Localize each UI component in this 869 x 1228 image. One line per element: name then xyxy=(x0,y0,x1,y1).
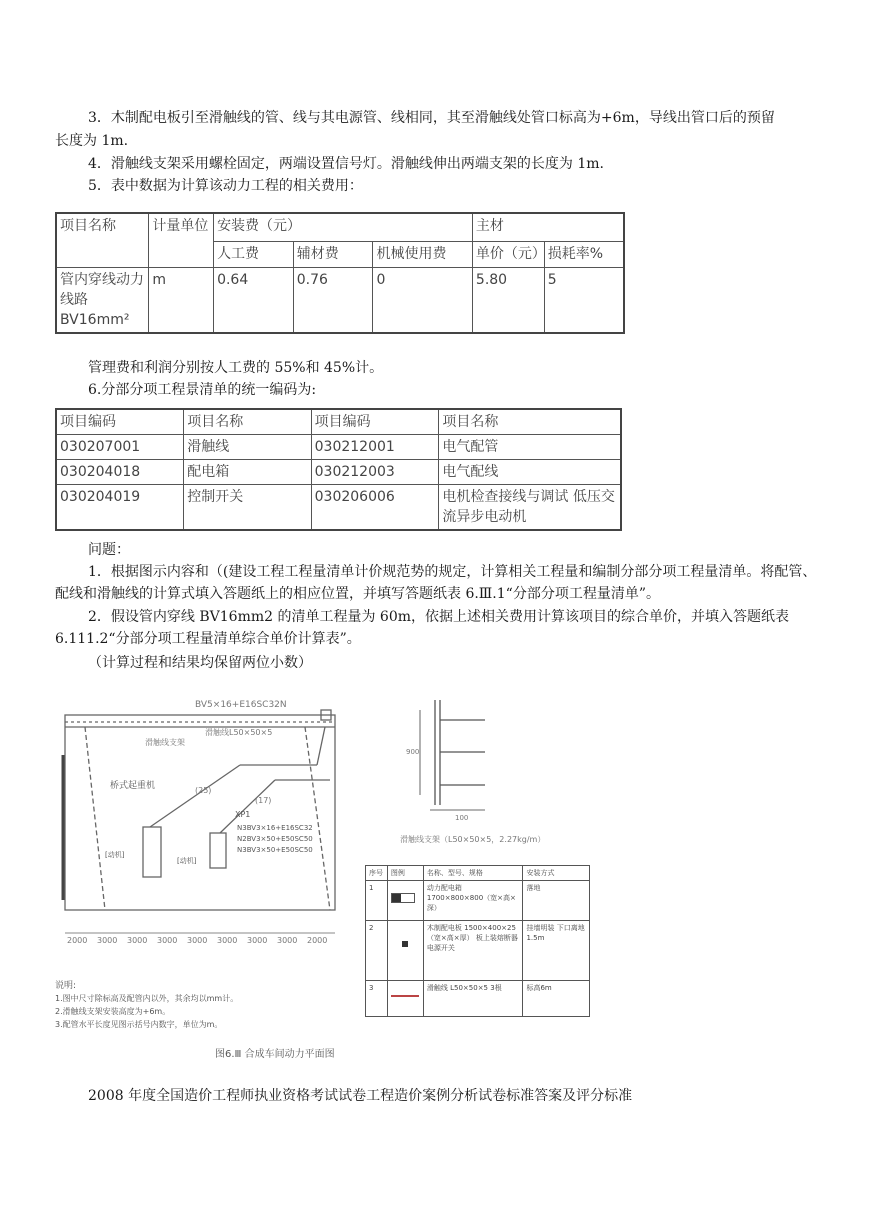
code-header: 项目名称 xyxy=(439,409,621,435)
table-cell: 030206006 xyxy=(311,485,439,531)
dim-label: 3000 xyxy=(247,936,268,945)
dim-label: 3000 xyxy=(127,936,148,945)
rail-label-2: 滑触线L50×50×5 xyxy=(205,728,273,737)
dim-label: 3000 xyxy=(97,936,118,945)
feeder-1: N3BV3×16+E16SC32 xyxy=(237,824,313,832)
legend-cell: 动力配电箱 1700×800×800（宽×高×深） xyxy=(423,881,523,921)
cell-price: 5.80 xyxy=(472,267,544,333)
dim-label: 3000 xyxy=(217,936,238,945)
header-labor: 人工费 xyxy=(214,241,294,267)
bracket-dim-w: 100 xyxy=(455,814,469,822)
bracket-dim-h: 900 xyxy=(406,748,420,756)
legend-symbol-board xyxy=(387,921,423,981)
figure-caption: 图6.Ⅲ 合成车间动力平面图 xyxy=(215,1049,335,1060)
table-cell: 电气配管 xyxy=(439,435,621,460)
paragraph-6: 6.分部分项工程景清单的统一编码为: xyxy=(88,382,317,398)
legend-cell: 滑触线 L50×50×5 3根 xyxy=(423,981,523,1017)
table-cell: 030207001 xyxy=(56,435,184,460)
header-main-material: 主材 xyxy=(472,213,624,241)
cell-item-name: 管内穿线动力线路 BV16mm² xyxy=(56,267,149,333)
code-header: 项目编码 xyxy=(56,409,184,435)
question-1: 1．根据图示内容和（(建设工程工程量清单计价规范势的规定，计算相关工程量和编制分部分项工程量清单。将配管、配线和滑触线的计算式填入答题纸上的相应位置，并填写答题纸表 6.Ⅲ.1“分部分项工程量清单”。 xyxy=(55,564,817,602)
management-fee-text: 管理费和利润分别按人工费的 55%和 45%计。 xyxy=(88,360,384,376)
dim-label: 3000 xyxy=(187,936,208,945)
paragraph-3-line1: 3．木制配电板引至滑触线的管、线与其电源管、线相同，其至滑触线处管口标高为+6m，导线出管口后的预留 xyxy=(88,110,775,126)
pipe-label-17: (17) xyxy=(255,796,272,805)
legend-symbol-rail xyxy=(387,981,423,1017)
code-header: 项目编码 xyxy=(311,409,439,435)
legend-cell: 1 xyxy=(366,881,388,921)
legend-header: 图例 xyxy=(387,866,423,881)
note-3: 3.配管水平长度见图示括号内数字，单位为m。 xyxy=(55,1020,223,1029)
legend-cell: 木制配电板 1500×400×25（宽×高×厚） 板上装熔断器 电源开关 xyxy=(423,921,523,981)
table-cell: 控制开关 xyxy=(184,485,311,531)
legend-cell: 标高6m xyxy=(523,981,590,1017)
bracket-detail xyxy=(400,690,600,850)
cell-machine: 0 xyxy=(373,267,472,333)
dim-label: 2000 xyxy=(307,936,328,945)
motor-box-1 xyxy=(143,827,161,877)
table-cell: 030212001 xyxy=(311,435,439,460)
table-row xyxy=(56,460,621,485)
legend-row xyxy=(366,881,590,921)
bracket-caption: 滑触线支架（L50×50×5，2.27kg/m） xyxy=(400,835,546,844)
header-install-fee: 安装费（元） xyxy=(214,213,473,241)
legend-cell: 3 xyxy=(366,981,388,1017)
header-unit-price: 单价（元） xyxy=(472,241,544,267)
legend-header: 安装方式 xyxy=(523,866,590,881)
legend-cell: 2 xyxy=(366,921,388,981)
table-row xyxy=(56,485,621,531)
table-cell: 030212003 xyxy=(311,460,439,485)
box-label: XP1 xyxy=(235,810,251,819)
code-table xyxy=(55,408,622,531)
table-cell: 电机检查接线与调试 低压交流异步电动机 xyxy=(439,485,621,531)
questions-title: 问题： xyxy=(88,542,130,558)
table-row xyxy=(56,435,621,460)
dim-label: 2000 xyxy=(67,936,88,945)
table-cell: 电气配线 xyxy=(439,460,621,485)
note-1: 1.图中尺寸除标高及配管内以外，其余均以mm计。 xyxy=(55,994,239,1003)
feeder-2: N2BV3×50+E50SC50 xyxy=(237,835,313,843)
legend-header: 序号 xyxy=(366,866,388,881)
legend-symbol-box xyxy=(387,881,423,921)
paragraph-3-line2: 长度为 1m. xyxy=(55,133,129,149)
crane-label: 桥式起重机 xyxy=(110,781,156,791)
motor-label-2: [动机] xyxy=(177,857,197,865)
header-machine: 机械使用费 xyxy=(373,241,472,267)
code-header: 项目名称 xyxy=(184,409,311,435)
legend-row xyxy=(366,981,590,1017)
pipe-25 xyxy=(150,765,240,827)
header-item-name: 项目名称 xyxy=(56,213,149,267)
header-aux-material: 辅材费 xyxy=(293,241,373,267)
rail-label-1: 滑触线支架 xyxy=(145,738,185,747)
cell-labor: 0.64 xyxy=(214,267,294,333)
dim-label: 3000 xyxy=(157,936,178,945)
precision-note: （计算过程和结果均保留两位小数） xyxy=(88,655,312,671)
cell-loss: 5 xyxy=(544,267,624,333)
motor-box-2 xyxy=(210,833,226,868)
legend-table xyxy=(365,865,590,1017)
legend-row xyxy=(366,921,590,981)
cell-aux: 0.76 xyxy=(293,267,373,333)
header-loss-rate: 损耗率% xyxy=(544,241,624,267)
table-cell: 滑触线 xyxy=(184,435,311,460)
paragraph-5: 5．表中数据为计算该动力工程的相关费用： xyxy=(88,178,363,194)
top-label: BV5×16+E16SC32N xyxy=(195,700,287,710)
cost-table xyxy=(55,212,625,334)
dim-label: 3000 xyxy=(277,936,298,945)
paragraph-4: 4．滑触线支架采用螺栓固定，两端设置信号灯。滑触线伸出两端支架的长度为 1m. xyxy=(88,156,604,172)
note-2: 2.滑触线支架安装高度为+6m。 xyxy=(55,1007,171,1016)
cell-unit: m xyxy=(149,267,214,333)
header-unit: 计量单位 xyxy=(149,213,214,267)
legend-cell: 落地 xyxy=(523,881,590,921)
legend-cell: 挂墙明装 下口离地 1.5m xyxy=(523,921,590,981)
feeder-3: N3BV3×50+E50SC50 xyxy=(237,846,313,854)
table-cell: 030204018 xyxy=(56,460,184,485)
footer-title: 2008 年度全国造价工程师执业资格考试试卷工程造价案例分析试卷标准答案及评分标准 xyxy=(88,1088,633,1104)
motor-label-1: [动机] xyxy=(105,851,125,859)
floor-plan-figure xyxy=(55,685,355,1070)
pipe-label-25: (25) xyxy=(195,786,212,795)
legend-header: 名称、型号、规格 xyxy=(423,866,523,881)
table-cell: 030204019 xyxy=(56,485,184,531)
table-cell: 配电箱 xyxy=(184,460,311,485)
workshop-outline xyxy=(65,715,335,910)
question-2: 2．假设管内穿线 BV16mm2 的清单工程量为 60m，依据上述相关费用计算该项目的综合单价，并填入答题纸表 6.111.2“分部分项工程量清单综合单价计算表”。 xyxy=(55,609,790,647)
notes-title: 说明: xyxy=(55,981,77,991)
